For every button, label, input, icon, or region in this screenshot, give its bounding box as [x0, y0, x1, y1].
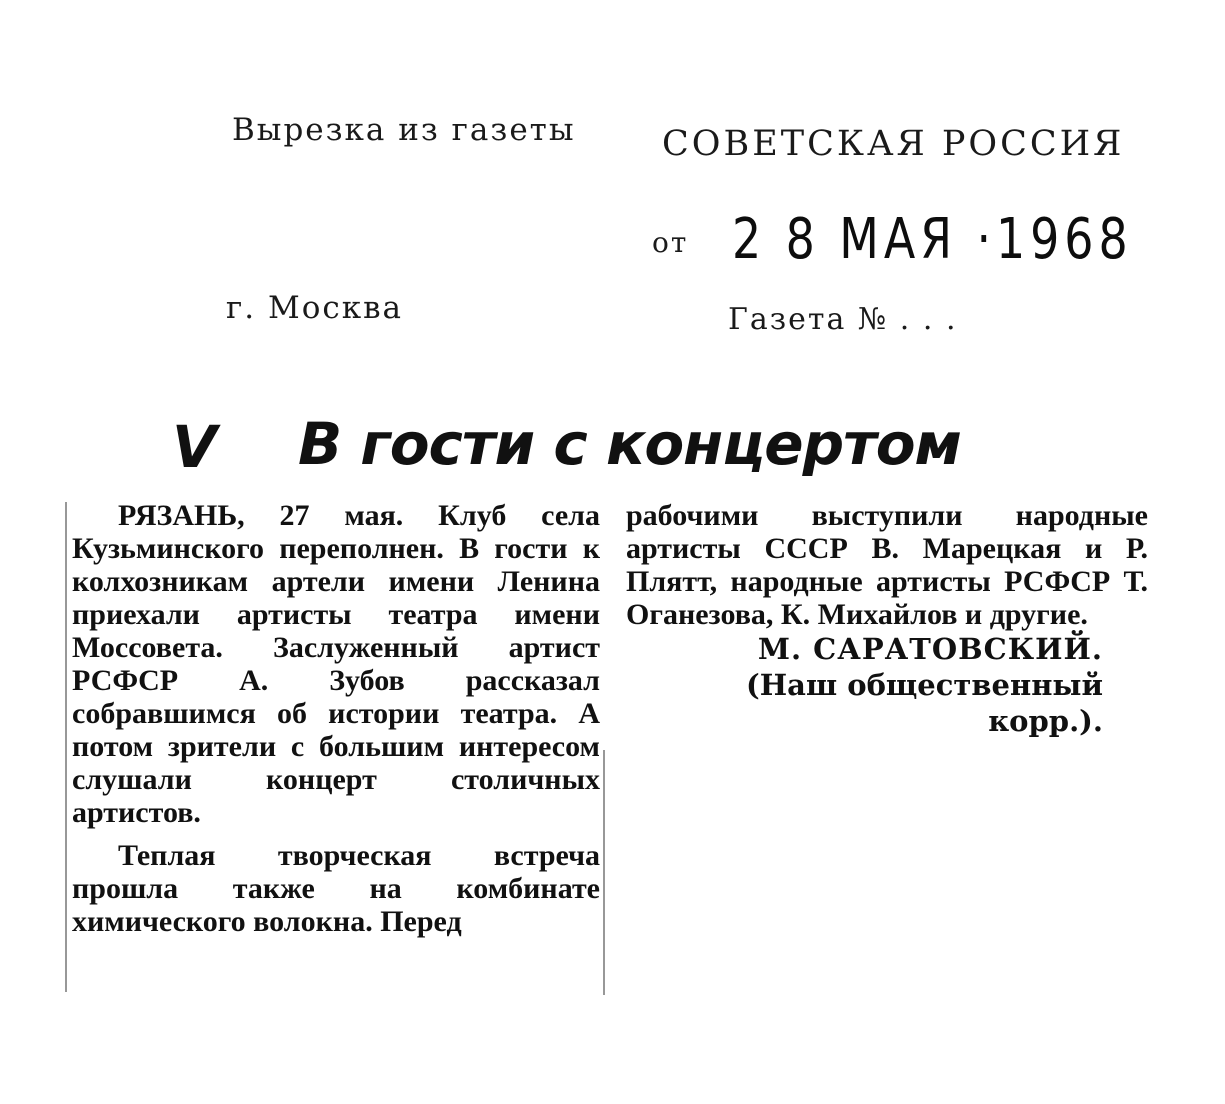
city-label: г. Москва [226, 290, 404, 326]
column-rule-left [65, 502, 67, 992]
article-headline: В гости с концертом [298, 410, 961, 478]
article-column-right [626, 499, 1148, 739]
column-rule-middle [603, 750, 605, 995]
stamped-date: 2 8 МАЯ ·1968 [732, 207, 1133, 272]
author-name: М. САРАТОВСКИЙ. [757, 632, 1103, 666]
article-paragraph-1: РЯЗАНЬ, 27 мая. Клуб села Кузьминского переполнен. В гости к колхозникам артели имени Ленина приехали артисты театра имени Моссовета. Заслуженный артист РСФСР А. Зубов рассказал собравшимся об истории театра. А потом зрители с большим интересом слушали концерт столичных артистов. [72, 499, 600, 829]
article-paragraph-2: Теплая творческая встреча прошла также на комбинате химического волокна. Перед [72, 839, 600, 938]
check-mark: V [172, 413, 217, 481]
newspaper-name: СОВЕТСКАЯ РОССИЯ [662, 124, 1125, 164]
author-role-continued: корр.). [988, 704, 1103, 738]
article-paragraph-2-continued: рабочими выступили народные артисты СССР В. Марецкая и Р. Плятт, народные артисты РСФСР Т. Оганезова, К. Михайлов и другие. [626, 499, 1148, 631]
issue-number-label: Газета № . . . [728, 302, 958, 337]
date-prefix: от [652, 226, 689, 259]
author-role: (Наш общественный [746, 668, 1103, 702]
article-column-left [72, 499, 600, 948]
clipping-label: Вырезка из газеты [232, 112, 576, 148]
